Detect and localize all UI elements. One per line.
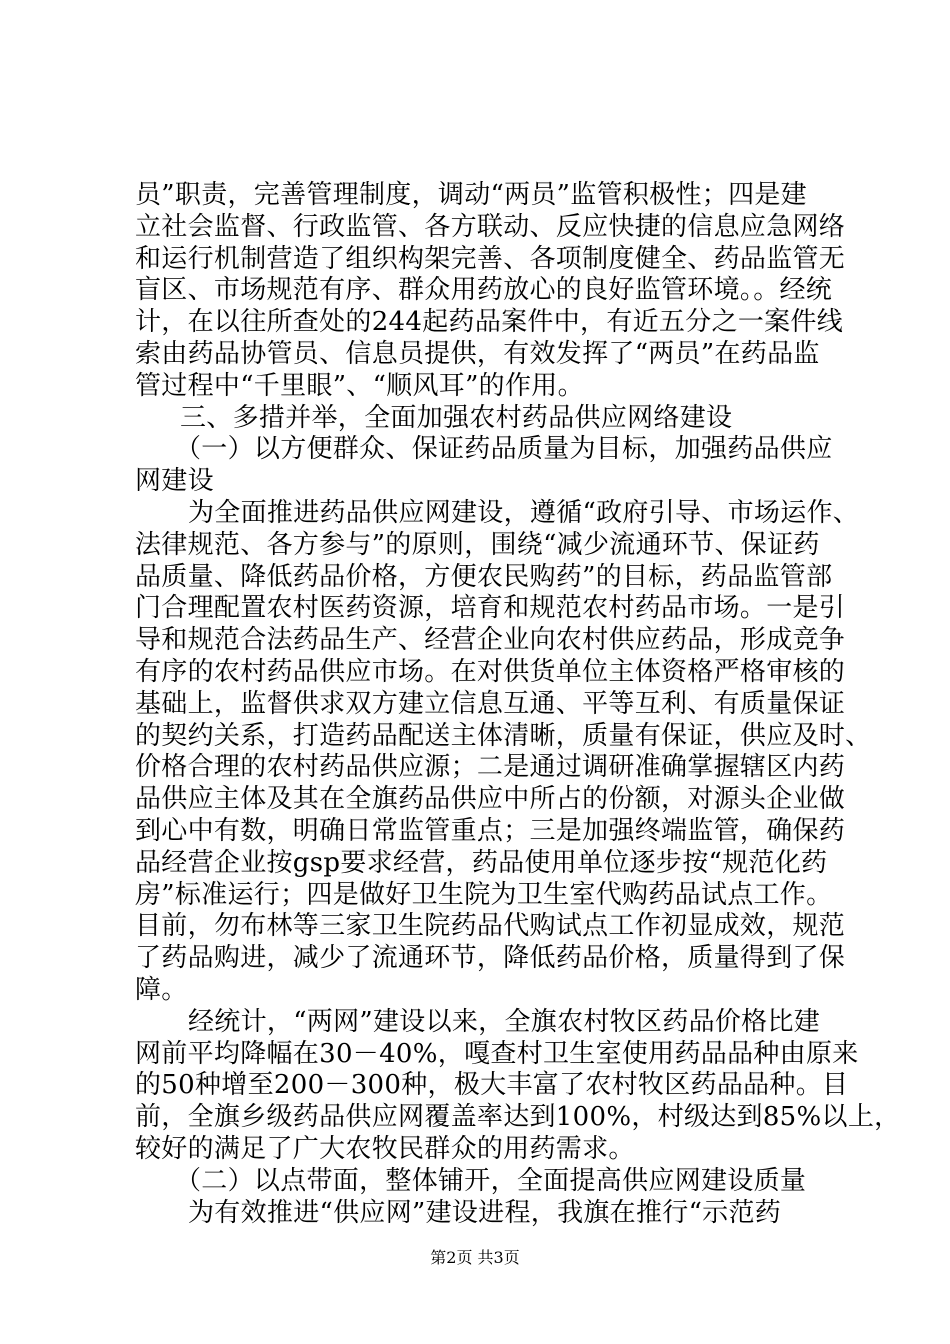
- text-line: 房”标准运行；四是做好卫生院为卫生室代购药品试点工作。: [135, 879, 833, 910]
- text-line: 门合理配置农村医药资源，培育和规范农村药品市场。一是引: [135, 593, 846, 624]
- text-line: 到心中有数，明确日常监管重点；三是加强终端监管，确保药: [135, 816, 846, 846]
- text-line: 的契约关系，打造药品配送主体清晰，质量有保证，供应及时、: [135, 720, 872, 751]
- text-line: 有序的农村药品供应市场。在对供货单位主体资格严格审核的: [135, 657, 846, 687]
- text-line: 导和规范合法药品生产、经营企业向农村供应药品，形成竞争: [135, 625, 846, 656]
- text-line: 品供应主体及其在全旗药品供应中所占的份额，对源头企业做: [135, 784, 846, 815]
- text-line: 较好的满足了广大农牧民群众的用药需求。: [135, 1134, 635, 1164]
- text-line: 目前，勿布林等三家卫生院药品代购试点工作初显成效，规范: [135, 911, 846, 942]
- text-line: 的50种增至200－300种，极大丰富了农村牧区药品品种。目: [135, 1070, 849, 1101]
- text-line: 计，在以往所查处的244起药品案件中，有近五分之一案件线: [135, 307, 844, 338]
- subsection-heading: （一）以方便群众、保证药品质量为目标，加强药品供应: [175, 434, 833, 465]
- text-line: 了药品购进，减少了流通环节，降低药品价格，质量得到了保: [135, 943, 846, 974]
- text-line: 网建设: [135, 466, 214, 497]
- text-line: 障。: [135, 975, 188, 1005]
- section-heading: 三、多措并举，全面加强农村药品供应网络建设: [180, 402, 733, 433]
- paragraph-first-line: 经统计，“两网”建设以来，全旗农村牧区药品价格比建: [188, 1006, 821, 1037]
- text-line: 法律规范、各方参与”的原则，围绕“减少流通环节、保证药: [135, 529, 820, 560]
- text-line: 员”职责，完善管理制度，调动“两员”监管积极性；四是建: [135, 180, 807, 210]
- text-line: 基础上，监督供求双方建立信息互通、平等互利、有质量保证: [135, 688, 846, 719]
- text-line: 价格合理的农村药品供应源；二是通过调研准确掌握辖区内药: [135, 752, 846, 783]
- page-footer: 第2页 共3页: [430, 1248, 520, 1267]
- paragraph-first-line: 为有效推进“供应网”建设进程，我旗在推行“示范药: [188, 1197, 782, 1228]
- text-line: 品质量、降低药品价格，方便农民购药”的目标，药品监管部: [135, 561, 833, 592]
- text-line: 索由药品协管员、信息员提供，有效发挥了“两员”在药品监: [135, 339, 820, 369]
- text-line: 管过程中“千里眼”、“顺风耳”的作用。: [135, 370, 584, 401]
- text-line: 立社会监督、行政监管、各方联动、反应快捷的信息应急网络: [135, 211, 846, 242]
- subsection-heading: （二）以点带面，整体铺开，全面提高供应网建设质量: [175, 1165, 807, 1196]
- text-line: 和运行机制营造了组织构架完善、各项制度健全、药品监管无: [135, 243, 846, 274]
- text-line: 品经营企业按gsp要求经营，药品使用单位逐步按“规范化药: [135, 847, 828, 878]
- text-line: 盲区、市场规范有序、群众用药放心的良好监管环境。。经统: [135, 275, 833, 306]
- text-line: 网前平均降幅在30－40%，嘎查村卫生室使用药品品种由原来: [135, 1038, 859, 1069]
- text-line: 前，全旗乡级药品供应网覆盖率达到100%，村级达到85%以上，: [135, 1102, 901, 1133]
- paragraph-first-line: 为全面推进药品供应网建设，遵循“政府引导、市场运作、: [188, 498, 860, 528]
